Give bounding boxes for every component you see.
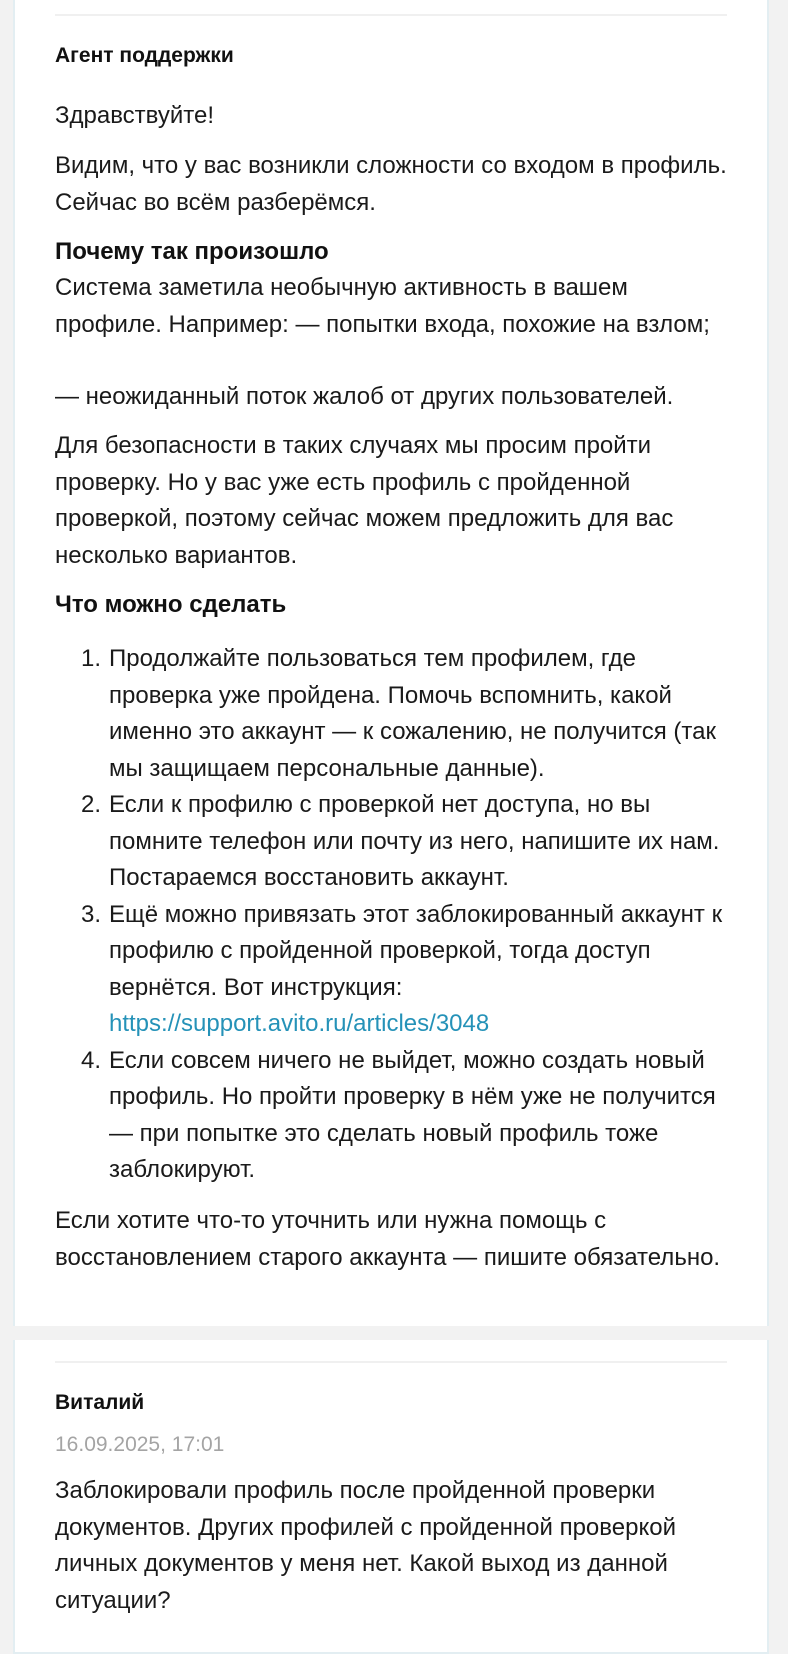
why-text: Система заметила необычную активность в вашем профиле. Например: — попытки входа, похожие на взлом; — [55, 274, 710, 338]
intro-text: Видим, что у вас возникли сложности со входом в профиль. Сейчас во всём разберёмся. — [55, 152, 727, 216]
step-item — [55, 897, 735, 1043]
instruction-link[interactable]: https://support.avito.ru/articles/3048 — [109, 1010, 490, 1037]
message-author: Агент поддержки — [55, 44, 234, 67]
step-number: 2. — [81, 791, 102, 818]
why-text-line2: — неожиданный поток жалоб от других пользователей. — [55, 383, 674, 410]
closing-text: Если хотите что-то уточнить или нужна помощь с восстановлением старого аккаунта — пишите обязательно. — [55, 1207, 721, 1271]
step-item — [55, 787, 735, 897]
step-text: Продолжайте пользоваться тем профилем, где проверка уже пройдена. Помочь вспомнить, какой именно это аккаунт — к сожалению, не получится (так мы защищаем персональные данные). — [109, 645, 716, 782]
user-message-card — [13, 1340, 769, 1654]
step-number: 3. — [81, 900, 102, 928]
message-divider — [55, 14, 727, 16]
step-item — [55, 1043, 735, 1189]
message-author: Виталий — [55, 1391, 145, 1414]
step-text: Если совсем ничего не выйдет, можно создать новый профиль. Но пройти проверку в нём уже не получится — при попытке это сделать новый профиль тоже заблокируют. — [109, 1046, 716, 1183]
step-number: 1. — [81, 645, 102, 672]
step-text: Если к профилю с проверкой нет доступа, но вы помните телефон или почту из него, напишите их нам. Постараемся восстановить аккаунт. — [109, 791, 720, 891]
step-number: 4. — [81, 1046, 102, 1074]
greeting-text: Здравствуйте! — [55, 102, 215, 129]
step-text: Ещё можно привязать этот заблокированный аккаунт к профилю с пройденной проверкой, тогда доступ вернётся. Вот инструкция: — [109, 900, 723, 1001]
what-heading: Что можно сделать — [55, 591, 287, 618]
agent-message-card — [13, 0, 769, 1326]
user-message-text: Заблокировали профиль после пройденной проверки документов. Других профилей с пройденной проверкой личных документов у меня нет. Какой выход из данной ситуации? — [55, 1477, 676, 1614]
security-text: Для безопасности в таких случаях мы просим пройти проверку. Но у вас уже есть профиль с пройденной проверкой, поэтому сейчас можем предложить для вас несколько вариантов. — [55, 432, 674, 569]
message-date: 16.09.2025, 17:01 — [55, 1433, 225, 1456]
steps-list-container — [55, 641, 735, 1189]
why-heading: Почему так произошло — [55, 238, 329, 265]
message-divider — [55, 1361, 727, 1363]
steps-list — [55, 641, 735, 1189]
step-item — [55, 641, 735, 787]
